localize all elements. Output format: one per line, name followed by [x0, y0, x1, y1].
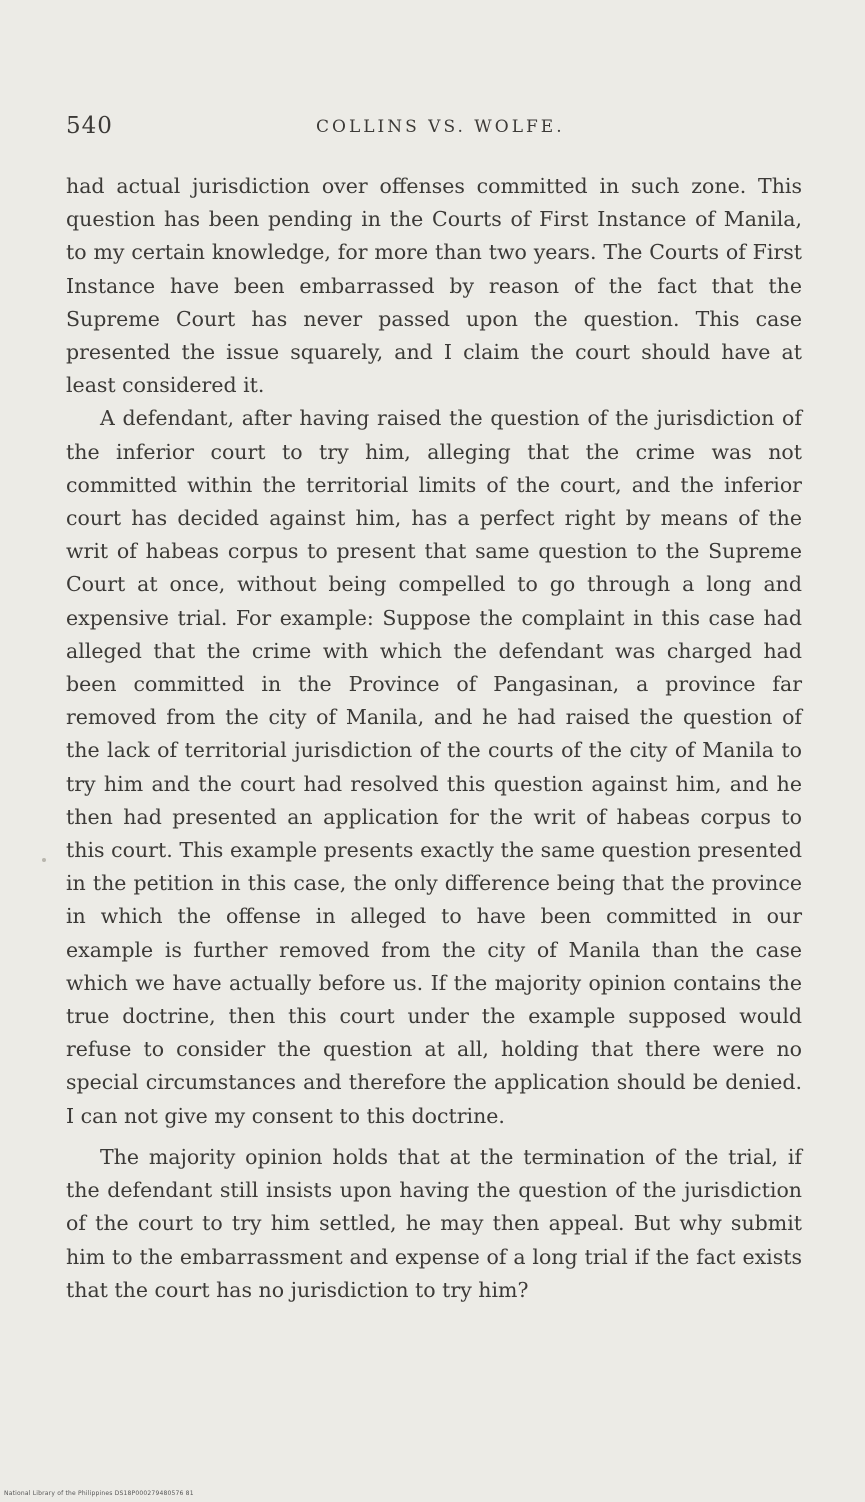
page-header: [66, 113, 806, 147]
paragraph-1: had actual jurisdiction over offenses committed in such zone. This question has been pending in the Courts of First Instance of Manila, to my certain knowledge, for more than two years. The Courts of First Instance have been embarrassed by reason of the fact that the Supreme Court has never passed upon the question. This case presented the issue squarely, and I claim the court should have at least considered it.: [66, 174, 802, 398]
paragraph-gap: [66, 1133, 802, 1141]
running-head: COLLINS VS. WOLFE.: [316, 117, 565, 137]
body-text: [66, 170, 802, 1307]
page-number: 540: [66, 113, 113, 139]
scan-footer: National Library of the Philippines DS18P000279480576 81: [4, 1490, 194, 1497]
paragraph-2: A defendant, after having raised the question of the jurisdiction of the inferior court to try him, alleging that the crime was not committed within the territorial limits of the court, and the inferior court has decided against him, has a perfect right by means of the writ of habeas corpus to present that same question to the Supreme Court at once, without being compelled to go through a long and expensive trial. For example: Suppose the complaint in this case had alleged that the crime with which the defendant was charged had been committed in the Province of Pangasinan, a province far removed from the city of Manila, and he had raised the question of the lack of territorial jurisdiction of the courts of the city of Manila to try him and the court had resolved this question against him, and he then had presented an application for the writ of habeas corpus to this court. This example presents exactly the same question presented in the petition in this case, the only difference being that the province in which the offense in alleged to have been committed in our example is further removed from the city of Manila than the case which we have actually before us. If the majority opinion contains the true doctrine, then this court under the example supposed would refuse to consider the question at all, holding that there were no special circumstances and therefore the application should be denied. I can not give my consent to this doctrine.: [66, 406, 802, 1128]
margin-mark: [42, 858, 46, 862]
paragraph-3: The majority opinion holds that at the termination of the trial, if the defendant still insists upon having the question of the jurisdiction of the court to try him settled, he may then appeal. But why submit him to the embarrassment and expense of a long trial if the fact exists that the court has no jurisdiction to try him?: [66, 1144, 802, 1302]
